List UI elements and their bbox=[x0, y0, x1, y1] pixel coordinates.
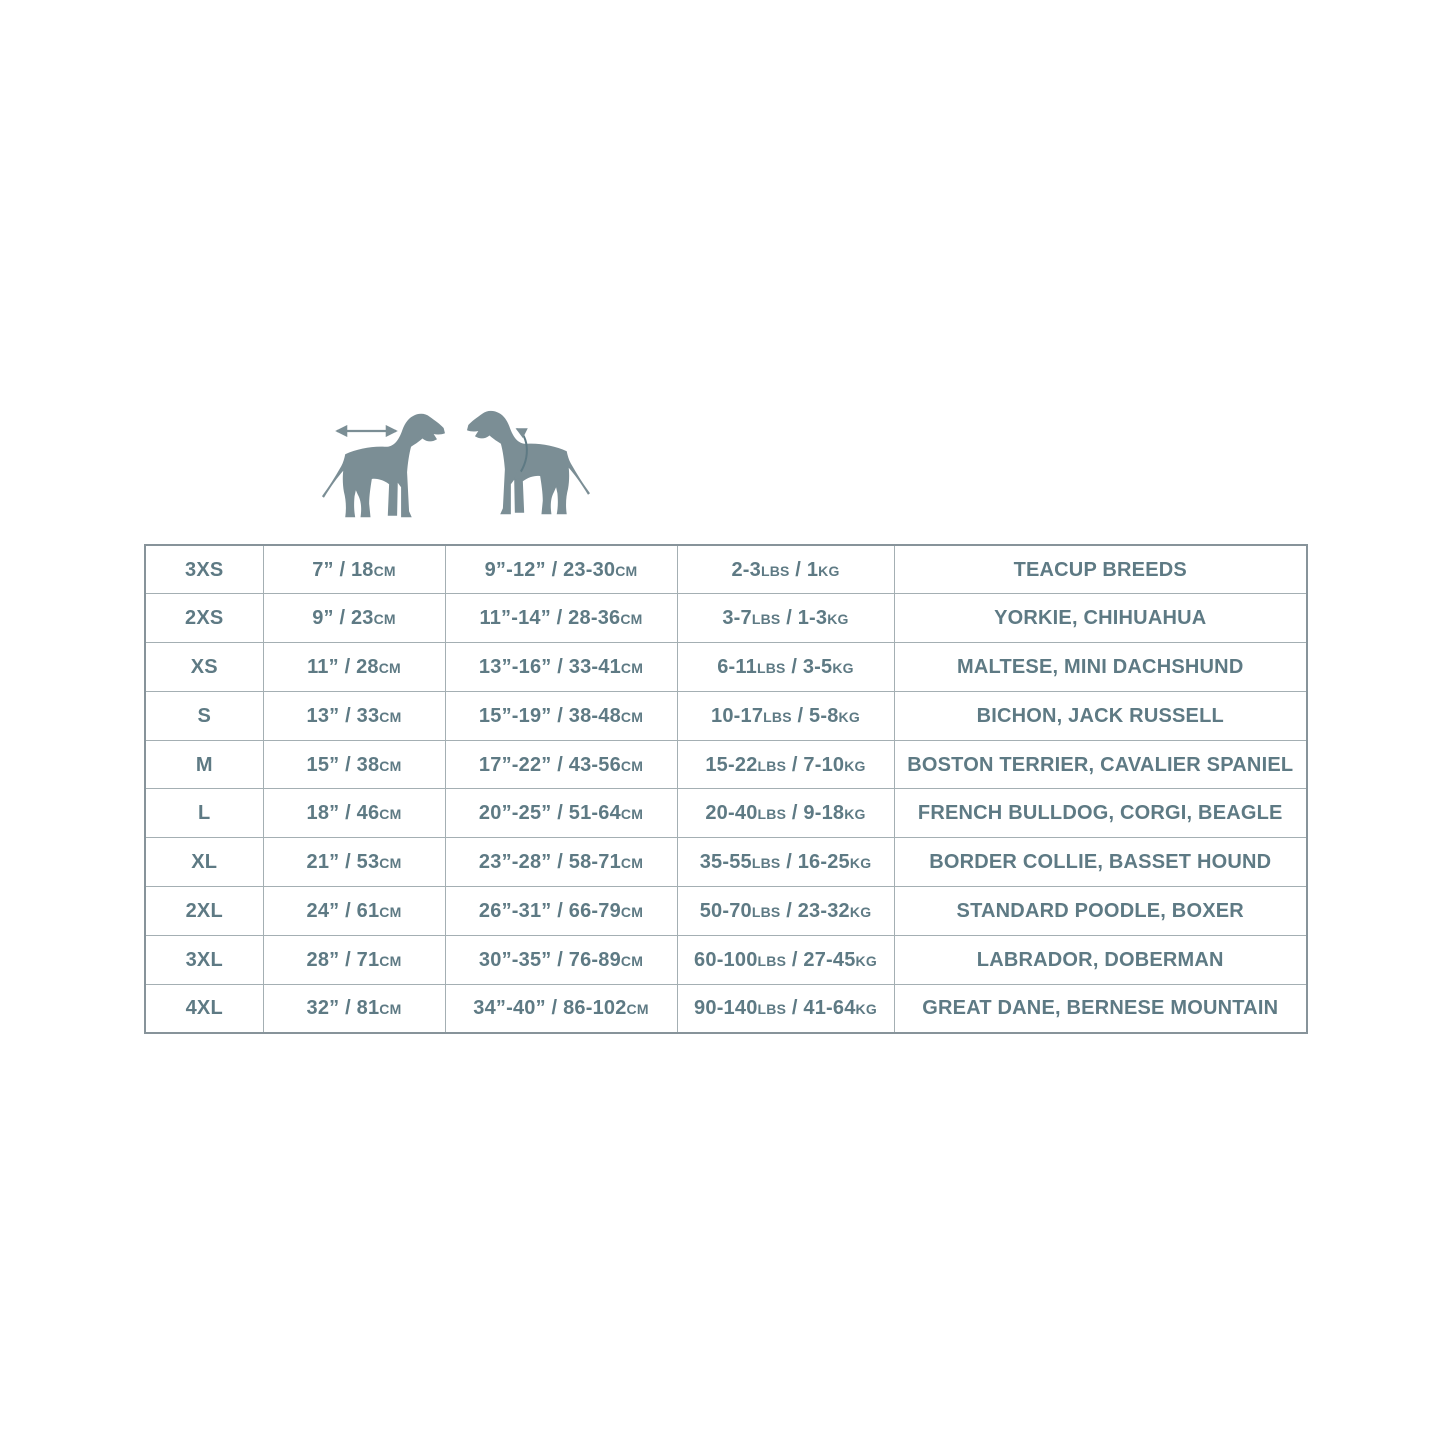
size-cell: L bbox=[145, 789, 263, 838]
chest-girth-cell: 17”-22” / 43-56cm bbox=[445, 740, 677, 789]
size-cell: 3XL bbox=[145, 935, 263, 984]
size-cell: 4XL bbox=[145, 984, 263, 1033]
weight-cell: 15-22lbs / 7-10kg bbox=[677, 740, 894, 789]
chest-girth-cell: 15”-19” / 38-48cm bbox=[445, 691, 677, 740]
size-cell: 3XS bbox=[145, 545, 263, 594]
chest-girth-cell: 30”-35” / 76-89cm bbox=[445, 935, 677, 984]
table-row bbox=[145, 594, 1307, 643]
chest-girth-cell: 23”-28” / 58-71cm bbox=[445, 838, 677, 887]
chest-girth-cell: 34”-40” / 86-102cm bbox=[445, 984, 677, 1033]
dog-chest-girth-silhouette bbox=[467, 411, 590, 514]
back-length-cell: 18” / 46cm bbox=[263, 789, 445, 838]
back-length-cell: 32” / 81cm bbox=[263, 984, 445, 1033]
table-row bbox=[145, 935, 1307, 984]
back-length-cell: 9” / 23cm bbox=[263, 594, 445, 643]
table-row bbox=[145, 545, 1307, 594]
table-row bbox=[145, 887, 1307, 936]
chest-girth-cell: 13”-16” / 33-41cm bbox=[445, 643, 677, 692]
back-length-cell: 11” / 28cm bbox=[263, 643, 445, 692]
breeds-cell: YORKIE, CHIHUAHUA bbox=[894, 594, 1307, 643]
weight-cell: 3-7lbs / 1-3kg bbox=[677, 594, 894, 643]
back-length-cell: 24” / 61cm bbox=[263, 887, 445, 936]
chest-girth-cell: 11”-14” / 28-36cm bbox=[445, 594, 677, 643]
weight-cell: 90-140lbs / 41-64kg bbox=[677, 984, 894, 1033]
weight-cell: 2-3lbs / 1kg bbox=[677, 545, 894, 594]
weight-cell: 20-40lbs / 9-18kg bbox=[677, 789, 894, 838]
weight-cell: 35-55lbs / 16-25kg bbox=[677, 838, 894, 887]
weight-cell: 6-11lbs / 3-5kg bbox=[677, 643, 894, 692]
breeds-cell: GREAT DANE, BERNESE MOUNTAIN bbox=[894, 984, 1307, 1033]
weight-cell: 60-100lbs / 27-45kg bbox=[677, 935, 894, 984]
table-row bbox=[145, 789, 1307, 838]
size-cell: M bbox=[145, 740, 263, 789]
table-row bbox=[145, 984, 1307, 1033]
breeds-cell: FRENCH BULLDOG, CORGI, BEAGLE bbox=[894, 789, 1307, 838]
breeds-cell: LABRADOR, DOBERMAN bbox=[894, 935, 1307, 984]
chest-girth-cell: 20”-25” / 51-64cm bbox=[445, 789, 677, 838]
breeds-cell: BORDER COLLIE, BASSET HOUND bbox=[894, 838, 1307, 887]
back-length-cell: 28” / 71cm bbox=[263, 935, 445, 984]
size-cell: 2XL bbox=[145, 887, 263, 936]
breeds-cell: TEACUP BREEDS bbox=[894, 545, 1307, 594]
size-chart-table bbox=[144, 544, 1308, 1034]
back-length-cell: 21” / 53cm bbox=[263, 838, 445, 887]
size-cell: 2XS bbox=[145, 594, 263, 643]
breeds-cell: MALTESE, MINI DACHSHUND bbox=[894, 643, 1307, 692]
back-length-cell: 13” / 33cm bbox=[263, 691, 445, 740]
dog-measure-diagram bbox=[290, 380, 640, 550]
weight-cell: 50-70lbs / 23-32kg bbox=[677, 887, 894, 936]
back-length-cell: 7” / 18cm bbox=[263, 545, 445, 594]
back-length-cell: 15” / 38cm bbox=[263, 740, 445, 789]
breeds-cell: BICHON, JACK RUSSELL bbox=[894, 691, 1307, 740]
chest-girth-cell: 26”-31” / 66-79cm bbox=[445, 887, 677, 936]
size-cell: XS bbox=[145, 643, 263, 692]
size-cell: XL bbox=[145, 838, 263, 887]
size-cell: S bbox=[145, 691, 263, 740]
table-row bbox=[145, 740, 1307, 789]
table-row bbox=[145, 643, 1307, 692]
dog-back-length-silhouette bbox=[322, 414, 445, 517]
chest-girth-cell: 9”-12” / 23-30cm bbox=[445, 545, 677, 594]
weight-cell: 10-17lbs / 5-8kg bbox=[677, 691, 894, 740]
table-row bbox=[145, 838, 1307, 887]
breeds-cell: BOSTON TERRIER, CAVALIER SPANIEL bbox=[894, 740, 1307, 789]
table-row bbox=[145, 691, 1307, 740]
breeds-cell: STANDARD POODLE, BOXER bbox=[894, 887, 1307, 936]
